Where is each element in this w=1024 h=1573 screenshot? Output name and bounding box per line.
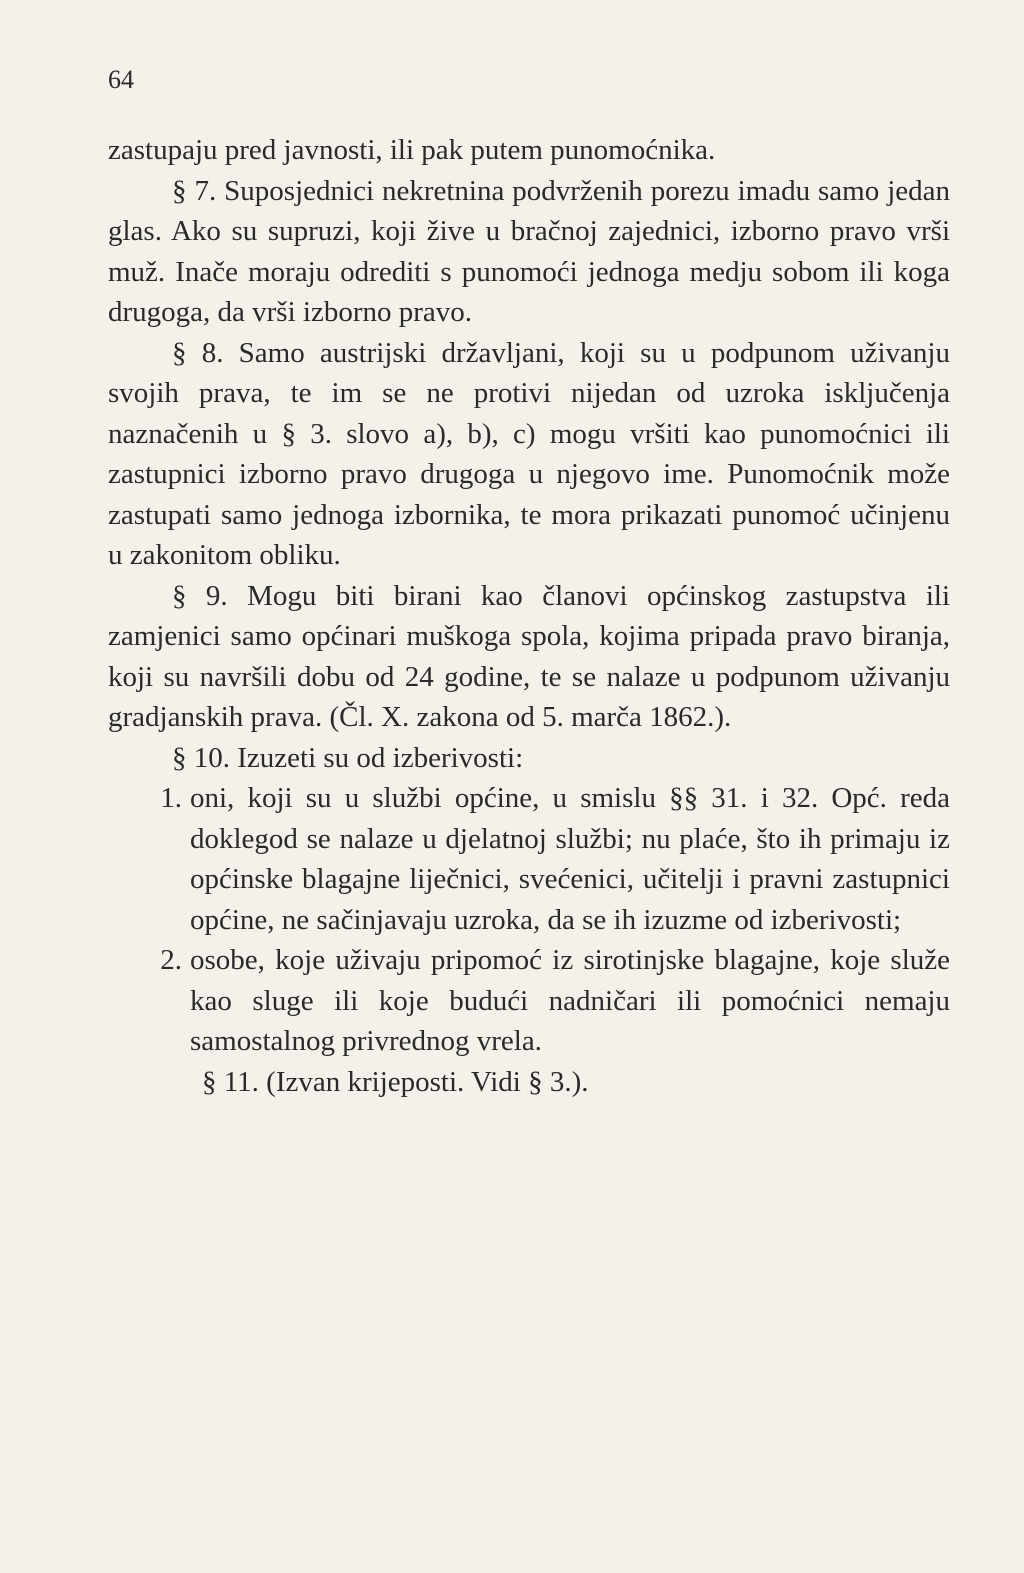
list-item-text: oni, koji su u službi općine, u smislu §§ 31. i 32. Opć. reda doklegod se nalaze u djelatnoj službi; nu plaće, što ih primaju iz općinske blagajne liječnici, svećenici, učitelji i pravni zastupnici općine, ne sačinjavaju uzroka, da se ih izuzme od izberivosti;	[190, 782, 950, 936]
list-item-text: osobe, koje uživaju pripomoć iz sirotinjske blagajne, koje služe kao sluge ili koje budući nadničari ili pomoćnici nemaju samostalnog privrednog vrela.	[190, 944, 950, 1057]
paragraph-section-10: § 10. Izuzeti su od izberivosti:	[172, 741, 524, 774]
paragraph-section-11: § 11. (Izvan krijeposti. Vidi § 3.).	[202, 1065, 589, 1098]
paragraph-section-9: § 9. Mogu biti birani kao članovi općinskog zastupstva ili zamjenici samo općinari muškoga spola, kojima pripada pravo biranja, koji su navršili dobu od 24 godine, te se nalaze u podpunom uživanju gradjanskih prava. (Čl. X. zakona od 5. marča 1862.).	[108, 579, 950, 733]
list-item-number: 2.	[160, 944, 182, 976]
paragraph-section-8: § 8. Samo austrijski državljani, koji su u podpunom uživanju svojih prava, te im se ne protivi nijedan od uzroka isključenja naznačenih u § 3. slovo a), b), c) mogu vršiti kao punomoćnici ili zastupnici izborno pravo drugoga u njegovo ime. Punomoćnik može zastupati samo jednoga izbornika, te mora prikazati punomoć učinjenu u zakonitom obliku.	[108, 336, 950, 571]
page-number: 64	[108, 65, 134, 94]
paragraph-continuation: zastupaju pred javnosti, ili pak putem punomoćnika.	[108, 134, 716, 166]
list-item	[108, 778, 950, 940]
list-item-number: 1.	[160, 782, 182, 814]
paragraph-section-7: § 7. Suposjednici nekretnina podvrženih porezu imadu samo jedan glas. Ako su supruzi, koji žive u bračnoj zajednici, izborno pravo vrši muž. Inače moraju odrediti s punomoći jednoga medju sobom ili koga drugoga, da vrši izborno pravo.	[108, 174, 950, 328]
list-item	[108, 940, 950, 1062]
page-content	[108, 60, 950, 1102]
